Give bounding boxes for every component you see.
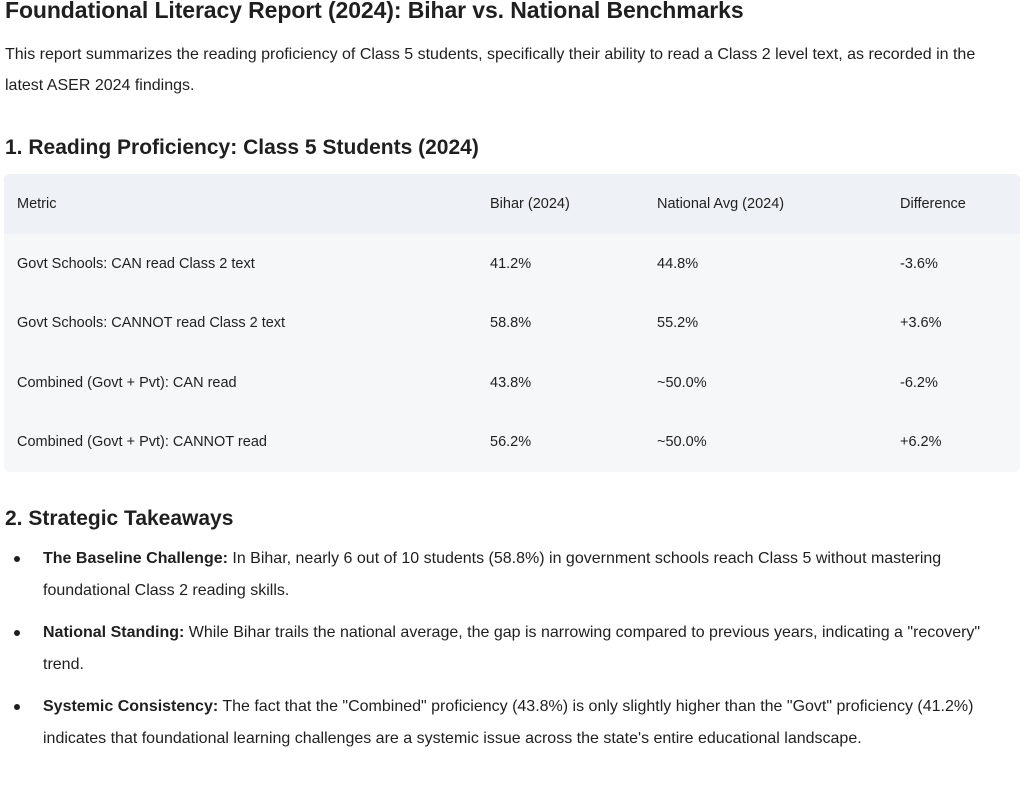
cell-metric: Govt Schools: CANNOT read Class 2 text <box>17 315 286 332</box>
list-item <box>0 543 1000 607</box>
bullet-icon <box>14 556 20 562</box>
cell-metric: Combined (Govt + Pvt): CANNOT read <box>17 434 267 451</box>
cell-bihar: 56.2% <box>490 434 532 451</box>
cell-national: ~50.0% <box>657 434 707 451</box>
bullet-icon <box>14 704 20 710</box>
cell-national: 44.8% <box>657 255 699 272</box>
table-row <box>4 353 1020 413</box>
table-row <box>4 294 1020 354</box>
section-heading-proficiency: 1. Reading Proficiency: Class 5 Students (2024) <box>5 136 479 159</box>
cell-difference: +6.2% <box>900 434 942 451</box>
takeaway-label: National Standing: <box>43 624 185 641</box>
table-row <box>4 413 1020 473</box>
cell-national: ~50.0% <box>657 374 707 391</box>
list-item <box>0 617 1000 681</box>
table-row <box>4 234 1020 294</box>
bullet-icon <box>14 630 20 636</box>
column-header-national: National Avg (2024) <box>657 196 785 212</box>
proficiency-table <box>4 174 1020 472</box>
report-title: Foundational Literacy Report (2024): Bihar vs. National Benchmarks <box>5 0 744 23</box>
takeaways-list <box>0 543 1000 765</box>
cell-difference: -3.6% <box>900 255 938 272</box>
cell-difference: -6.2% <box>900 374 938 391</box>
column-header-difference: Difference <box>900 196 966 212</box>
report-intro: This report summarizes the reading proficiency of Class 5 students, specifically their ability to read a Class 2 level text, as recorded in the latest ASER 2024 findings. <box>5 46 976 94</box>
cell-national: 55.2% <box>657 315 699 332</box>
column-header-bihar: Bihar (2024) <box>490 196 570 212</box>
cell-bihar: 58.8% <box>490 315 532 332</box>
cell-difference: +3.6% <box>900 315 942 332</box>
cell-bihar: 41.2% <box>490 255 532 272</box>
takeaway-label: The Baseline Challenge: <box>43 550 228 567</box>
takeaway-text: In Bihar, nearly 6 out of 10 students (58.8%) in government schools reach Class 5 without mastering foundational Class 2 reading skills. <box>43 550 942 599</box>
column-header-metric: Metric <box>17 196 57 212</box>
list-item <box>0 691 1000 755</box>
takeaway-text: While Bihar trails the national average, the gap is narrowing compared to previous years, indicating a "recovery" trend. <box>43 624 981 673</box>
cell-metric: Govt Schools: CAN read Class 2 text <box>17 255 255 272</box>
table-header-row <box>4 174 1020 234</box>
cell-metric: Combined (Govt + Pvt): CAN read <box>17 374 237 391</box>
takeaway-text: The fact that the "Combined" proficiency (43.8%) is only slightly higher than the "Govt" proficiency (41.2%) indicates that foundational learning challenges are a systemic issue across the state's entire educational landscape. <box>43 698 974 747</box>
takeaway-label: Systemic Consistency: <box>43 698 219 715</box>
cell-bihar: 43.8% <box>490 374 532 391</box>
proficiency-table-container <box>4 174 1020 472</box>
section-heading-takeaways: 2. Strategic Takeaways <box>5 507 234 530</box>
